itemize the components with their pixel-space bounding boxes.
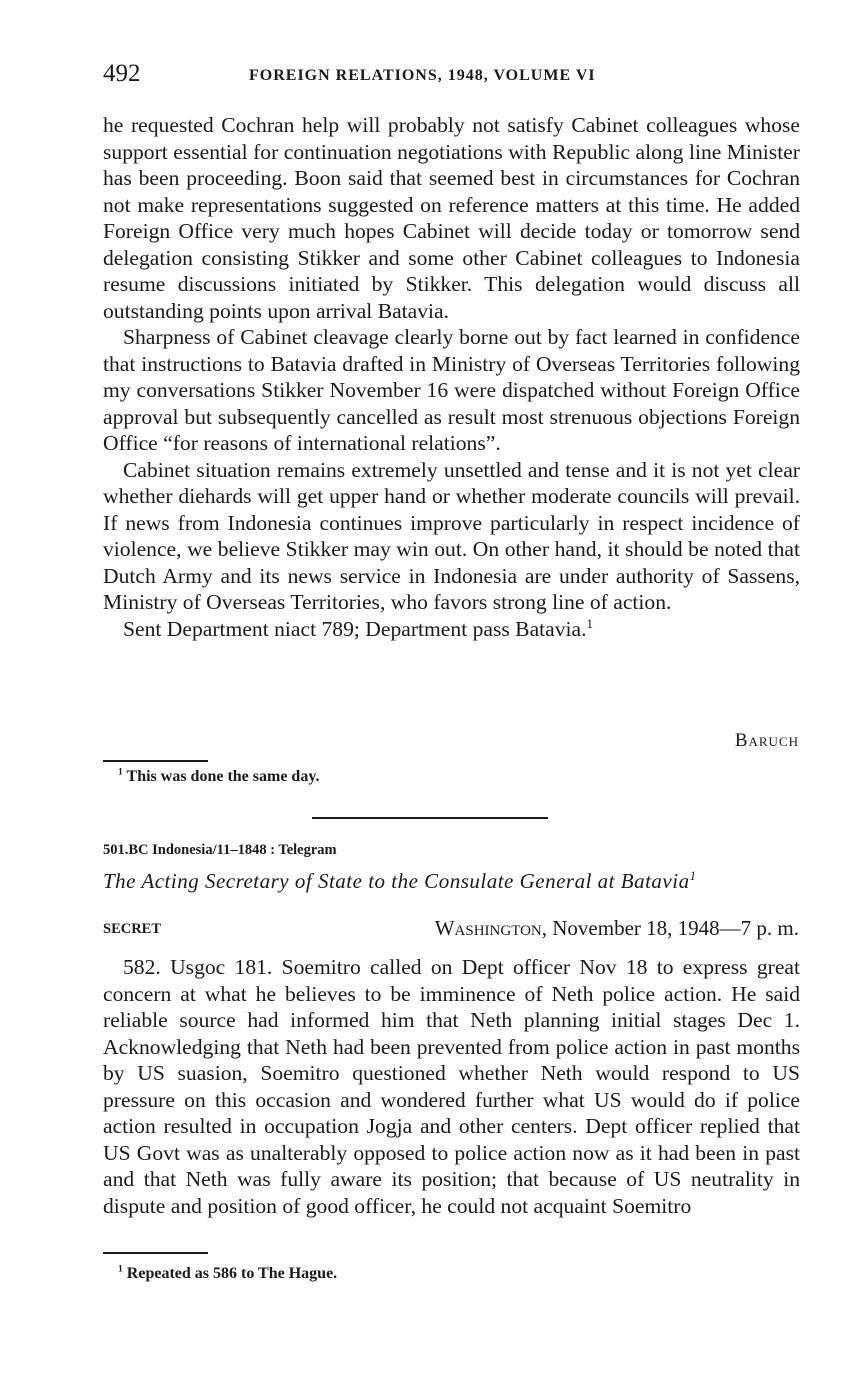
running-title: FOREIGN RELATIONS, 1948, VOLUME VI	[249, 67, 596, 84]
telegram-body	[103, 954, 800, 1219]
footnote	[118, 768, 319, 786]
dateline-place: Washington	[434, 916, 542, 940]
footnote-number: 1	[118, 766, 123, 778]
signature: Baruch	[734, 730, 799, 751]
document-title	[103, 869, 800, 894]
footnote-mark: 1	[586, 615, 594, 631]
paragraph: Sharpness of Cabinet cleavage clearly borne out by fact learned in confidence that instructions to Batavia drafted in Ministry of Overseas Territories following my conversations Stikker November 16 were dispatched without Foreign Office approval but subsequently cancelled as result most strenuous objections Foreign Office “for reasons of international relations”.	[103, 325, 800, 455]
paragraph: 582. Usgoc 181. Soemitro called on Dept officer Nov 18 to express great concern at what he believes to be imminence of Neth police action. He said reliable source had informed him that Neth planning initial stages Dec 1. Acknowledging that Neth had been prevented from police action in past months by US suasion, Soemitro questioned whether Neth would respond to US pressure on this occasion and wondered further what US would do if police action resulted in occupation Jogja and other centers. Dept officer replied that US Govt was as unalterably opposed to police action now as it had been in past and that Neth was fully aware its position; that because of US neutrality in dispute and position of good officer, he could not acquaint Soemitro	[103, 955, 800, 1218]
paragraph: he requested Cochran help will probably not satisfy Cabinet colleagues whose support essential for continuation negotiations with Republic along line Minister has been proceeding. Boon said that seemed best in circumstances for Cochran not make representations suggested on reference matters at this time. He added Foreign Office very much hopes Cabinet will decide today or tomorrow send delegation consisting Stikker and some other Cabinet colleagues to Indonesia resume discussions initiated by Stikker. This delegation would discuss all outstanding points upon arrival Batavia.	[103, 113, 800, 323]
paragraph: Cabinet situation remains extremely unsettled and tense and it is not yet clear whether diehards will get upper hand or whether moderate councils will prevail. If news from Indonesia continues improve particularly in respect incidence of violence, we believe Stikker may win out. On other hand, it should be noted that Dutch Army and its news service in Indonesia are under authority of Sassens, Ministry of Overseas Territories, who favors strong line of action.	[103, 457, 800, 614]
section-divider	[312, 817, 548, 819]
dateline-date: , November 18, 1948—7 p. m.	[541, 916, 799, 940]
telegram-body-continued	[103, 112, 800, 642]
running-head	[103, 60, 800, 92]
dateline	[435, 916, 799, 941]
footnote	[118, 1265, 337, 1283]
footnote-text: This was done the same day.	[126, 768, 320, 785]
footnote-mark: 1	[689, 869, 697, 883]
footnote-number: 1	[118, 1263, 123, 1275]
paragraph-sent	[103, 616, 800, 643]
classification: SECRET	[103, 921, 162, 937]
footnote-text: Repeated as 586 to The Hague.	[126, 1265, 338, 1282]
sent-text: Sent Department niact 789; Department pass Batavia.	[123, 616, 587, 641]
document-title-text: The Acting Secretary of State to the Consulate General at Batavia	[103, 869, 690, 893]
file-reference: 501.BC Indonesia/11–1848 : Telegram	[103, 842, 337, 858]
footnote-rule	[103, 1252, 208, 1254]
footnote-rule	[103, 760, 208, 762]
page-number: 492	[103, 60, 141, 87]
